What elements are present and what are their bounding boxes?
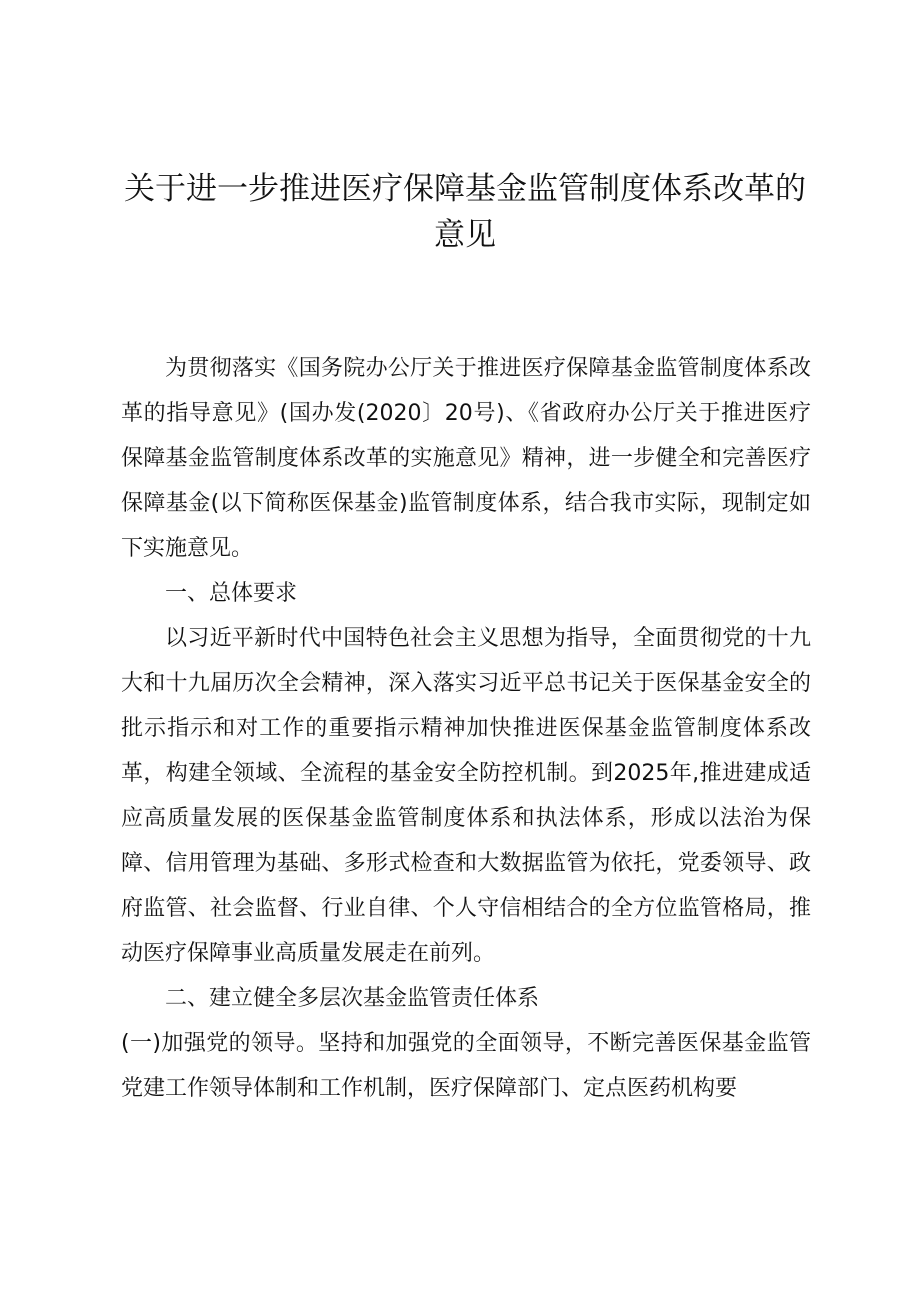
general-requirements-paragraph: 以习近平新时代中国特色社会主义思想为指导，全面贯彻党的十九大和十九届历次全会精神，深入落实习近平总书记关于医保基金安全的批示指示和对工作的重要指示精神加快推进医保基金监管制度体系改革，构建全领域、全流程的基金安全防控机制。到2025年,推进建成适应高质量发展的医保基金监管制度体系和执法体系，形成以法治为保障、信用管理为基础、多形式检查和大数据监管为依托，党委领导、政府监管、社会监督、行业自律、个人守信相结合的全方位监管格局，推动医疗保障事业高质量发展走在前列。: [121, 626, 811, 966]
document-body: [121, 346, 811, 1111]
party-leadership-paragraph: (一)加强党的领导。坚持和加强党的全面领导，不断完善医保基金监管党建工作领导体制和工作机制，医疗保障部门、定点医药机构要: [121, 1031, 811, 1101]
document-title: 关于进一步推进医疗保障基金监管制度体系改革的意见: [124, 171, 806, 253]
section-heading-general-requirements: 一、总体要求: [165, 581, 298, 606]
section-heading-responsibility-system: 二、建立健全多层次基金监管责任体系: [165, 986, 540, 1011]
intro-paragraph: 为贯彻落实《国务院办公厅关于推进医疗保障基金监管制度体系改革的指导意见》(国办发(2020〕20号)、《省政府办公厅关于推进医疗保障基金监管制度体系改革的实施意见》精神，进一步健全和完善医疗保障基金(以下简称医保基金)监管制度体系，结合我市实际，现制定如下实施意见。: [121, 356, 811, 561]
